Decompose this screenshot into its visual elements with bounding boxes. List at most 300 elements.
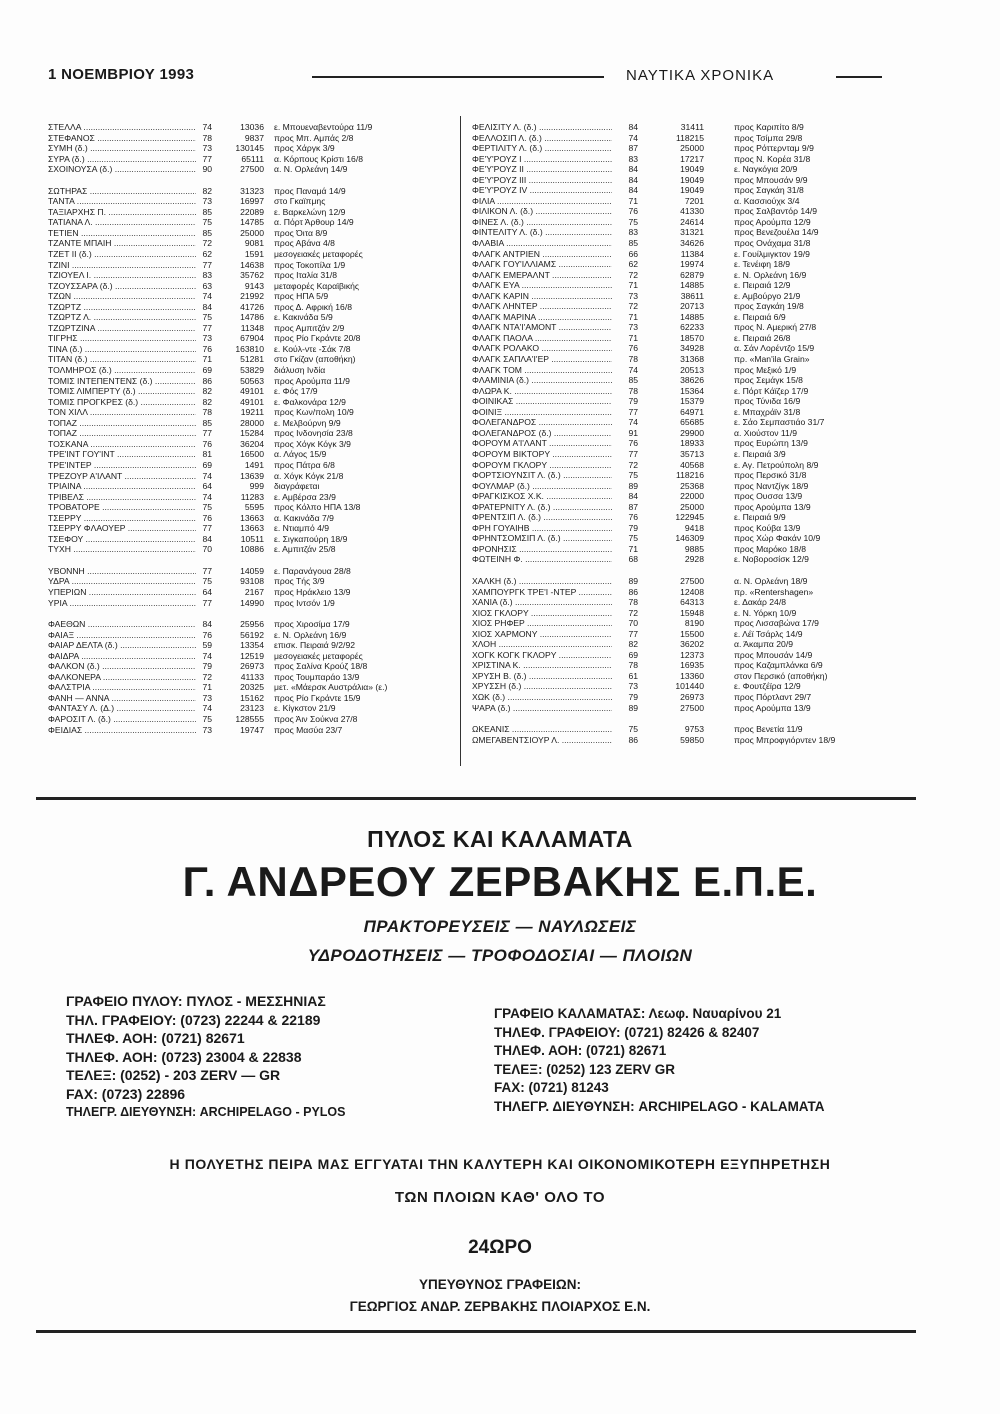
ship-name: ΤΑΤΙΑΝΑ Λ. .....	[48, 217, 196, 228]
ship-name: ΤΖΟΥΣΣΑΡΑ (δ.) .....	[48, 281, 196, 292]
ship-row	[472, 238, 912, 249]
ship-name: ΦΛΑΓΚ ΕΜΕΡΑΛΝΤ .....	[472, 270, 612, 281]
ship-row	[472, 703, 912, 714]
pylos-office-address: ΓΡΑΦΕΙΟ ΠΥΛΟΥ: ΠΥΛΟΣ - ΜΕΣΣΗΝΙΑΣ	[66, 993, 326, 1009]
ship-build-year: 62	[628, 259, 638, 270]
ship-voyage-status: προς Ρόττερνταμ 9/9	[734, 143, 814, 154]
ship-build-year: 78	[202, 132, 212, 143]
ship-voyage-status: προς Μαρόκο 18/8	[734, 543, 807, 554]
ship-row	[472, 639, 912, 650]
ship-row	[472, 671, 912, 682]
ship-name: ΦΟΙΝΙΞ .....	[472, 407, 612, 418]
ship-voyage-status: α. Άκαμπα 20/9	[734, 639, 794, 650]
ship-build-year: 74	[202, 122, 212, 132]
ship-row	[48, 544, 468, 555]
ship-build-year: 71	[628, 195, 638, 206]
ship-voyage-status: α. Χιούστον 11/9	[734, 427, 797, 438]
ship-build-year: 66	[628, 248, 638, 259]
ship-group	[48, 619, 468, 735]
ship-tonnage: 14990	[240, 597, 264, 608]
ship-name: ΦΟΥΛΜΑΡ (δ.) .....	[472, 481, 612, 492]
ship-voyage-status: προς Ουσσα 13/9	[734, 491, 803, 502]
ship-build-year: 71	[202, 682, 212, 693]
ship-build-year: 84	[628, 164, 638, 175]
ship-voyage-status: ε. Φουτζέϊρα 12/9	[734, 681, 801, 692]
ship-name: ΦΛΑΓΚ ΓΟΥ'ΙΛΛΙΑΜΣ .....	[472, 259, 612, 270]
ship-name: ΤΙΤΑΝ (δ.) .....	[48, 354, 196, 365]
ship-row	[48, 386, 468, 397]
ship-voyage-status: ε. Μελβούρνη 9/9	[274, 417, 341, 428]
ship-name: ΤΑΞΙΑΡΧΗΣ Π. .....	[48, 207, 196, 218]
kalamata-office-address: ΓΡΑΦΕΙΟ ΚΑΛΑΜΑΤΑΣ: Λεωφ. Ναυαρίνου 21	[494, 1006, 782, 1021]
ship-voyage-status: ε. Σάο Σεμπαστιάο 31/7	[734, 417, 825, 428]
ship-row	[48, 238, 468, 249]
ship-tonnage: 19049	[680, 185, 704, 196]
ship-tonnage: 1491	[244, 459, 264, 470]
ship-voyage-status: ε. Παρανάγουα 28/8	[274, 565, 351, 576]
ship-tonnage: 10511	[240, 533, 264, 544]
ship-tonnage: 14059	[240, 565, 264, 576]
ship-row	[472, 724, 912, 735]
ship-voyage-status: ε. Κούλ-ντε -Σάκ 7/8	[274, 343, 351, 354]
ship-voyage-status: προς Σαγκάη 31/8	[734, 185, 804, 196]
ship-tonnage: 13036	[240, 122, 264, 132]
ship-name: ΤΖΕΤ ΙΙ (δ.) .....	[48, 249, 196, 260]
ship-build-year: 84	[628, 174, 638, 185]
ship-row	[472, 217, 912, 228]
pylos-telex: ΤΕΛΕΞ: (0252) - 203 ZERV — GR	[66, 1067, 281, 1083]
ship-name: ΤΟΣΚΑΝΑ .....	[48, 439, 196, 450]
ship-tonnage: 22000	[680, 491, 704, 502]
ship-voyage-status: ε. Ν. Ορλεάνη 16/9	[734, 269, 807, 280]
ship-name: ΧΑΛΚΗ (δ.) .....	[472, 576, 612, 587]
ship-tonnage: 26973	[680, 691, 704, 702]
ship-name: ΦΑΛΚΟΝ (δ.) .....	[48, 661, 196, 672]
ship-name: ΦΟΡΤΣΙΟΥΝΣΙΤ Λ. (δ.) .....	[472, 470, 612, 481]
ship-row	[48, 502, 468, 513]
ship-voyage-status: ε. Πειραιά 6/9	[734, 311, 786, 322]
ship-name: ΦΛΑΓΚ ΕΥΑ .....	[472, 280, 612, 291]
ship-name: ΦΕΙΔΙΑΣ .....	[48, 725, 196, 736]
ship-voyage-status: προς Βενεζουέλα 14/9	[734, 227, 819, 238]
ship-voyage-status: προς Τής 3/9	[274, 576, 325, 587]
ship-name: ΦΛΑΜΙΝΙΑ (δ.) .....	[472, 375, 612, 386]
ship-tonnage: 122945	[675, 512, 704, 523]
ship-row	[48, 587, 468, 598]
ship-name: ΦΡΗΝΤΣΟΜΣΙΠ Λ. (δ.) .....	[472, 533, 612, 544]
ship-tonnage: 27500	[680, 575, 704, 586]
ship-build-year: 84	[202, 533, 212, 544]
ship-build-year: 81	[202, 449, 212, 460]
ship-name: ΦΟΙΝΙΚΑΣ .....	[472, 396, 612, 407]
ship-voyage-status: μεσογειακές μεταφορές	[274, 249, 363, 260]
ship-tonnage: 14885	[680, 280, 704, 291]
ship-name: ΦΛΑΓΚ ΣΑΠΛΑ'Ι'ΕΡ .....	[472, 354, 612, 365]
kalamata-telex: ΤΕΛΕΞ: (0252) 123 ZERV GR	[494, 1061, 676, 1077]
ship-tonnage: 36202	[680, 639, 704, 650]
ship-tonnage: 118216	[675, 470, 704, 481]
ship-voyage-status: προς Τσίμπα 29/8	[734, 132, 803, 143]
ship-build-year: 72	[628, 459, 638, 470]
ship-name: ΧΟΓΚ ΚΟΓΚ ΓΚΛΟΡΥ .....	[472, 650, 612, 661]
ship-tonnage: 29900	[680, 427, 704, 438]
ship-tonnage: 10886	[240, 544, 264, 555]
ship-build-year: 74	[628, 417, 638, 428]
ship-voyage-status: μετ. «Μάερσκ Αυστράλια» (ε.)	[274, 682, 388, 693]
ship-voyage-status: προς Αβάνα 4/8	[274, 238, 335, 249]
advert-responsible-name: ΓΕΩΡΓΙΟΣ ΑΝΔΡ. ΖΕΡΒΑΚΗΣ ΠΛΟΙΑΡΧΟΣ Ε.Ν.	[349, 1299, 651, 1314]
ship-row	[472, 692, 912, 703]
ship-row	[48, 281, 468, 292]
ship-build-year: 68	[628, 554, 638, 565]
ship-name: ΤΖΑΝΤΕ ΜΠΑΙΗ .....	[48, 238, 196, 249]
ship-tonnage: 27500	[680, 702, 704, 713]
ship-tonnage: 64313	[680, 597, 704, 608]
ship-tonnage: 22089	[240, 206, 264, 217]
ship-voyage-status: α. Κόρπους Κρίστι 16/8	[274, 153, 363, 164]
ship-tonnage: 25000	[680, 501, 704, 512]
ship-row	[472, 417, 912, 428]
ship-group	[48, 186, 468, 555]
ship-name: ΤΙΓΡΗΣ .....	[48, 333, 196, 344]
ship-build-year: 75	[202, 312, 212, 323]
ship-tonnage: 38626	[680, 375, 704, 386]
ship-row	[48, 344, 468, 355]
ship-voyage-status: προς Χάργκ 3/9	[274, 143, 335, 154]
ship-build-year: 85	[202, 206, 212, 217]
ship-build-year: 79	[628, 522, 638, 533]
ship-row	[472, 428, 912, 439]
advert-experience-line-1: Η ΠΟΛΥΕΤΗΣ ΠΕΙΡΑ ΜΑΣ ΕΓΓΥΑΤΑΙ ΤΗΝ ΚΑΛΥΤΕΡΗ ΚΑΙ ΟΙΚΟΝΟΜΙΚΟΤΕΡΗ ΕΞΥΠΗΡΕΤΗΣΗ	[169, 1156, 831, 1172]
ship-tonnage: 41330	[680, 206, 704, 217]
ship-voyage-status: ε. Ν. Υόρκη 10/9	[734, 607, 797, 618]
ship-name: ΦΛΑΓΚ ΡΟΛΑΚΟ .....	[472, 343, 612, 354]
ship-voyage-status: α. Ν. Ορλεάνη 14/9	[274, 164, 348, 175]
ship-name: ΦΡΕΝΤΣΙΠ Λ. (δ.) .....	[472, 512, 612, 523]
advert-responsible-label: ΥΠΕΥΘΥΝΟΣ ΓΡΑΦΕΙΩΝ:	[419, 1277, 581, 1292]
advert-city: ΠΥΛΟΣ ΚΑΙ ΚΑΛΑΜΑΤΑ	[367, 826, 633, 852]
ship-build-year: 64	[202, 586, 212, 597]
ship-voyage-status: α. Κασσιούχκ 3/4	[734, 195, 800, 206]
ship-row	[48, 217, 468, 228]
ship-name: ΤΣΕΡΡΥ ΦΛΑΟΥΕΡ .....	[48, 523, 196, 534]
advert-experience-line-2: ΤΩΝ ΠΛΟΙΩΝ ΚΑΘ' ΟΛΟ ΤΟ	[394, 1189, 606, 1206]
ship-tonnage: 15284	[240, 428, 264, 439]
ship-tonnage: 9837	[244, 132, 264, 143]
ship-row	[48, 154, 468, 165]
ship-voyage-status: ε. Ν. Ορλεάνη 16/9	[274, 629, 347, 640]
ship-name: ΣΥΜΗ (δ.) .....	[48, 143, 196, 154]
ship-name: ΤΥΧΗ .....	[48, 544, 196, 555]
ship-voyage-status: προς ΗΠΑ 5/9	[274, 291, 329, 302]
ship-voyage-status: α. Πόρτ Άρθουρ 14/9	[274, 217, 354, 228]
ship-name: ΦΕ'Υ'ΡΟΥΖ ΙV .....	[472, 185, 612, 196]
ship-row	[472, 196, 912, 207]
ship-voyage-status: προς Ν. Κορέα 31/8	[734, 153, 811, 164]
ship-name: ΦΟΛΕΓΑΝΔΡΟΣ .....	[472, 417, 612, 428]
ship-build-year: 87	[628, 501, 638, 512]
ship-name: ΤΕΤΙΕΝ .....	[48, 228, 196, 239]
kalamata-office-phone: ΤΗΛΕΦ. ΓΡΑΦΕΙΟΥ: (0721) 82426 & 82407	[494, 1024, 760, 1040]
ship-row	[472, 470, 912, 481]
ship-row	[48, 661, 468, 672]
header-rule-right	[836, 76, 882, 78]
ship-row	[472, 629, 912, 640]
ship-name: ΧΛΟΗ .....	[472, 639, 612, 650]
ship-row	[48, 703, 468, 714]
ship-name: ΤΖΩΝ .....	[48, 291, 196, 302]
ship-row	[48, 365, 468, 376]
ship-voyage-status: προς Ινδονησία 23/8	[274, 428, 353, 439]
ship-row	[48, 376, 468, 387]
ship-name: ΤΖΙΝΙ .....	[48, 260, 196, 271]
ship-name: ΤΣΕΦΟΥ .....	[48, 534, 196, 545]
ship-build-year: 63	[202, 280, 212, 291]
ship-build-year: 73	[202, 143, 212, 154]
ship-row	[48, 260, 468, 271]
ship-name: ΥΠΕΡΙΩΝ .....	[48, 587, 196, 598]
ship-tonnage: 20513	[680, 364, 704, 375]
ship-row	[472, 618, 912, 629]
ship-voyage-status: προς Δ. Αφρική 16/8	[274, 301, 352, 312]
ship-build-year: 73	[628, 322, 638, 333]
ship-build-year: 90	[202, 164, 212, 175]
ship-row	[472, 185, 912, 196]
ship-voyage-status: προς Μασύα 23/7	[274, 724, 343, 735]
ship-build-year: 62	[202, 249, 212, 260]
ship-tonnage: 25000	[240, 227, 264, 238]
ship-build-year: 72	[202, 238, 212, 249]
ship-row	[472, 280, 912, 291]
ship-row	[472, 608, 912, 619]
ship-voyage-status: ε. Ντιαμπό 4/9	[274, 523, 330, 534]
ship-name: ΦΛΑΓΚ ΠΑΟΛΑ .....	[472, 333, 612, 344]
ship-build-year: 79	[202, 661, 212, 672]
ship-tonnage: 13354	[240, 640, 264, 651]
ship-name: ΦΛΑΓΚ ΜΑΡΙΝΑ .....	[472, 312, 612, 323]
ship-build-year: 82	[202, 386, 212, 397]
ship-voyage-status: προς Αμπιτζάν 2/9	[274, 322, 345, 333]
ship-build-year: 76	[628, 512, 638, 523]
ship-voyage-status: στο Γκαϊπμης	[274, 196, 326, 207]
ship-build-year: 61	[628, 670, 638, 681]
ship-name: ΤΖΩΡΤΖ .....	[48, 302, 196, 313]
ship-row	[48, 291, 468, 302]
ship-voyage-status: προς Μπροφγιόρντεν 18/9	[734, 734, 836, 745]
ship-name: ΦΑΡΟΣΙΤ Λ. (δ.) .....	[48, 714, 196, 725]
ship-build-year: 74	[202, 291, 212, 302]
ship-row	[48, 651, 468, 662]
ship-name: ΦΑΛΚΟΝΕΡΑ .....	[48, 672, 196, 683]
ship-name: ΧΙΟΣ ΧΑΡΜΟΝΥ .....	[472, 629, 612, 640]
kalamata-fax: FAX: (0721) 81243	[494, 1080, 609, 1095]
ship-tonnage: 16997	[240, 196, 264, 207]
ship-tonnage: 15379	[680, 396, 704, 407]
ship-voyage-status: προς Ηράκλειο 13/9	[274, 586, 351, 597]
ship-name: ΤΡΙΑΙΝΑ .....	[48, 481, 196, 492]
ship-build-year: 77	[628, 406, 638, 417]
ship-tonnage: 163810	[235, 343, 264, 354]
ship-build-year: 77	[202, 597, 212, 608]
ship-name: ΦΑΛΣΤΡΙΑ .....	[48, 682, 196, 693]
ship-row	[472, 122, 912, 133]
ship-name: ΤΖΙΟΥΕΛ Ι. .....	[48, 270, 196, 281]
ship-voyage-status: προς Πάτρα 6/8	[274, 459, 335, 470]
ship-group	[472, 122, 912, 565]
ship-build-year: 73	[202, 196, 212, 207]
ship-tonnage: 12519	[240, 650, 264, 661]
ship-name: ΣΥΡΑ (δ.) .....	[48, 154, 196, 165]
ship-build-year: 75	[628, 216, 638, 227]
ship-build-year: 77	[202, 153, 212, 164]
ship-voyage-status: προς Σαλίνα Κρούζ 18/8	[274, 661, 368, 672]
ship-build-year: 72	[628, 269, 638, 280]
ship-build-year: 82	[202, 396, 212, 407]
ship-name: ΤΡΕ'ΙΝΤΕΡ .....	[48, 460, 196, 471]
ship-tonnage: 34928	[680, 343, 704, 354]
ship-build-year: 75	[628, 724, 638, 735]
ship-voyage-status: προς Μπ. Αμπάς 2/8	[274, 132, 354, 143]
ship-build-year: 71	[202, 354, 212, 365]
ship-voyage-status: προς Περσικό 31/8	[734, 470, 807, 481]
ship-voyage-status: προς Πόρτλαντ 29/7	[734, 691, 812, 702]
ship-tonnage: 7201	[684, 195, 704, 206]
ship-name: ΦΑΙΑΞ .....	[48, 630, 196, 641]
ship-build-year: 71	[628, 543, 638, 554]
ship-tonnage: 15364	[680, 385, 704, 396]
ship-group	[472, 576, 912, 713]
ship-name: ΤΡΙΒΕΛΣ .....	[48, 492, 196, 503]
ship-build-year: 79	[628, 396, 638, 407]
ship-name: ΦΑΙΔΡΑ .....	[48, 651, 196, 662]
ship-tonnage: 19747	[240, 724, 264, 735]
ship-tonnage: 13663	[240, 523, 264, 534]
ship-name: ΤΡΟΒΑΤΟΡΕ .....	[48, 502, 196, 513]
ship-build-year: 76	[628, 206, 638, 217]
ship-build-year: 85	[202, 227, 212, 238]
ship-build-year: 76	[628, 343, 638, 354]
ship-voyage-status: προς Τύνιδα 16/9	[734, 396, 801, 407]
ship-name: ΤΖΩΡΤΖ Λ. .....	[48, 312, 196, 323]
ship-voyage-status: α. Χόγκ Κόγκ 21/8	[274, 470, 344, 481]
ship-build-year: 69	[202, 365, 212, 376]
ship-tonnage: 31368	[680, 354, 704, 365]
column-divider	[460, 116, 461, 766]
ship-tonnage: 128555	[235, 713, 264, 724]
ship-voyage-status: ε. Φαλκονάρα 12/9	[274, 396, 346, 407]
ship-voyage-status: προς Ναντζίγκ 18/9	[734, 480, 809, 491]
ship-voyage-status: ε. Πειραιά 26/8	[734, 332, 791, 343]
ship-tonnage: 31321	[680, 227, 704, 238]
advert-services-line-2: ΥΔΡΟΔΟΤΗΣΕΙΣ — ΤΡΟΦΟΔΟΣΙΑΙ — ΠΛΟΙΩΝ	[307, 946, 693, 965]
ship-row	[48, 630, 468, 641]
ship-build-year: 79	[628, 691, 638, 702]
ship-build-year: 72	[628, 607, 638, 618]
ship-row	[472, 365, 912, 376]
ship-build-year: 72	[202, 671, 212, 682]
ship-name: ΦΡΑΤΕΡΝΙΤΥ Λ. (δ.) .....	[472, 502, 612, 513]
ship-tonnage: 59850	[680, 734, 704, 745]
ship-row	[48, 460, 468, 471]
ship-voyage-status: προς Αρούμπα 12/9	[734, 216, 811, 227]
ship-row	[472, 523, 912, 534]
ship-build-year: 77	[202, 259, 212, 270]
ship-name: ΦΕΛΛΟΣΙΠ Λ. (δ.) .....	[472, 133, 612, 144]
ship-row	[472, 143, 912, 154]
ship-tonnage: 11348	[240, 322, 264, 333]
pylos-aoh-phone-2: ΤΗΛΕΦ. ΑΟΗ: (0723) 23004 & 22838	[66, 1048, 302, 1065]
ship-row	[472, 375, 912, 386]
ship-voyage-status: ε. Λέϊ Τσάρλς 14/9	[734, 628, 803, 639]
ship-name: ΤΟΜΙΣ ΙΝΤΕΠΕΝΤΕΝΣ (δ.) .....	[48, 376, 196, 387]
ship-name: ΦΙΝΤΕΛΙΤΥ Λ. (δ.) .....	[472, 227, 612, 238]
ship-voyage-status: προς Σεμάγκ 15/8	[734, 375, 803, 386]
ship-row	[48, 418, 468, 429]
ship-voyage-status: προς Λισσαβώνα 17/9	[734, 618, 819, 629]
kalamata-office-block	[494, 1005, 825, 1116]
ship-row	[472, 587, 912, 598]
ship-row	[48, 682, 468, 693]
ship-name: ΤΟΜΙΣ ΠΡΟΓΚΡΕΣ (δ.) .....	[48, 397, 196, 408]
ship-name: ΦΛΑΓΚ ΤΟΜ .....	[472, 365, 612, 376]
ship-build-year: 85	[202, 417, 212, 428]
ship-voyage-status: διαγράφεται	[274, 481, 320, 492]
ship-row	[472, 259, 912, 270]
ship-voyage-status: ε. Τενέιφη 18/9	[734, 259, 791, 270]
ship-tonnage: 23123	[240, 703, 264, 714]
ship-name: ΦΕΡΤΙΛΙΤΥ Λ. (δ.) .....	[472, 143, 612, 154]
ship-voyage-status: στον Περσικό (αποθήκη)	[734, 670, 828, 681]
ship-row	[472, 576, 912, 587]
ship-name: ΦΟΡΟΥΜ Α'Ι'ΛΑΝΤ .....	[472, 438, 612, 449]
ship-row	[472, 396, 912, 407]
ship-row	[472, 175, 912, 186]
ship-voyage-status: προς Παναμά 14/9	[274, 185, 346, 196]
advert-24-hours: 24ΩΡΟ	[468, 1237, 532, 1258]
ship-build-year: 70	[628, 618, 638, 629]
ship-voyage-status: προς Άιν Σούκνα 27/8	[274, 713, 358, 724]
ship-voyage-status: ε. Φός 17/9	[274, 386, 318, 397]
ship-name: ΦΕΛΙΣΙΤΥ Λ. (δ.) .....	[472, 122, 612, 133]
ship-voyage-status: προς Σαλβαντόρ 14/9	[734, 206, 818, 217]
ship-voyage-status: προς Ευρώπη 13/9	[734, 438, 808, 449]
ship-tonnage: 13360	[680, 670, 704, 681]
ship-build-year: 71	[628, 280, 638, 291]
ship-row	[472, 312, 912, 323]
ship-voyage-status: μεσογειακές μεταφορές	[274, 650, 363, 661]
ship-voyage-status: προς Αρούμπα 13/9	[734, 501, 811, 512]
ship-name: ΤΙΝΑ (δ.) .....	[48, 344, 196, 355]
ship-tonnage: 17217	[680, 153, 704, 164]
ship-tonnage: 25956	[240, 619, 264, 630]
ship-voyage-status: ε. Μπαχράϊν 31/8	[734, 406, 801, 417]
ship-row	[48, 449, 468, 460]
ship-voyage-status: ε. Γουίλμιγκτον 19/9	[734, 248, 810, 259]
advert-top-rule	[36, 797, 916, 800]
ship-name: ΥΔΡΑ .....	[48, 576, 196, 587]
ship-tonnage: 1591	[244, 249, 264, 260]
ship-name: ΦΛΑΓΚ ΚΑΡΙΝ .....	[472, 291, 612, 302]
ship-tonnage: 36204	[240, 438, 264, 449]
advert-services-line-1: ΠΡΑΚΤΟΡΕΥΣΕΙΣ — ΝΑΥΛΩΣΕΙΣ	[363, 917, 637, 936]
ship-build-year: 83	[628, 227, 638, 238]
ship-build-year: 82	[202, 185, 212, 196]
ship-tonnage: 118215	[675, 132, 704, 143]
ship-tonnage: 31411	[680, 122, 704, 132]
ship-tonnage: 62879	[680, 269, 704, 280]
ship-build-year: 86	[628, 734, 638, 745]
ship-build-year: 75	[202, 576, 212, 587]
